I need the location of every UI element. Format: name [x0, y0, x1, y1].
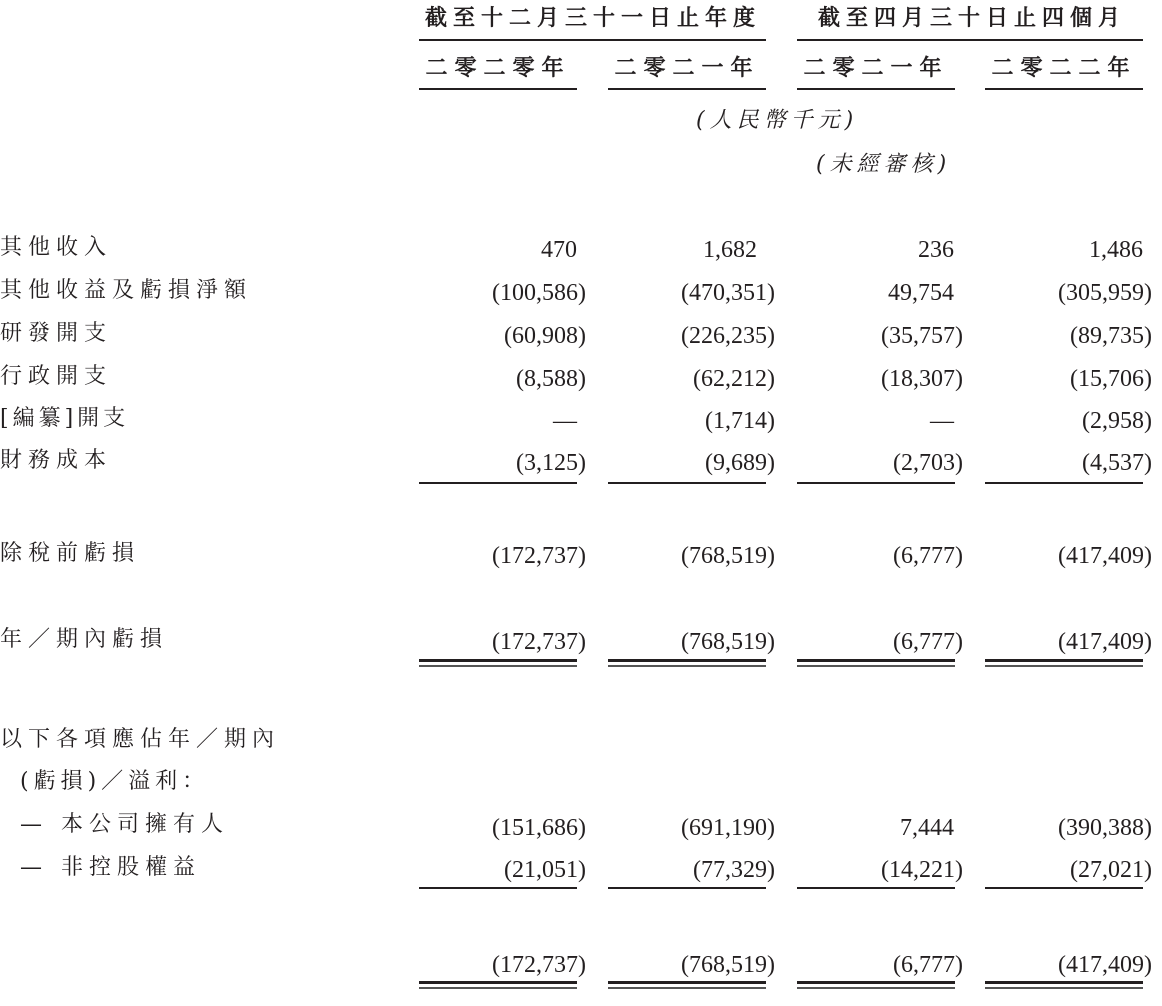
row-label-owners-of-company: — 本公司擁有人	[20, 812, 229, 837]
cell-value: 1,486	[1089, 237, 1143, 263]
total-double-underline	[797, 987, 955, 989]
year-header-2020: 二零二零年	[425, 56, 571, 81]
attributable-subheading: (虧損)／溢利：	[20, 769, 210, 794]
currency-unit-note: (人民幣千元)	[696, 108, 859, 133]
row-label-other-gains-losses: 其他收益及虧損淨額	[0, 278, 253, 303]
cell-value: (768,519)	[681, 629, 775, 655]
row-label-finance-costs: 財務成本	[0, 448, 113, 473]
cell-value: (89,735)	[1070, 323, 1152, 349]
subtotal-underline	[608, 887, 766, 889]
cell-value: 236	[918, 237, 954, 263]
cell-value: 1,682	[703, 237, 757, 263]
total-value: (417,409)	[1058, 952, 1152, 978]
cell-value: (15,706)	[1070, 366, 1152, 392]
subtotal-underline	[985, 887, 1143, 889]
cell-value: (151,686)	[492, 815, 586, 841]
row-label-rnd-expenses: 研發開支	[0, 321, 113, 346]
total-double-underline	[608, 665, 766, 667]
cell-value: (172,737)	[492, 543, 586, 569]
cell-value: (1,714)	[705, 408, 775, 434]
cell-value: (9,689)	[705, 450, 775, 476]
cell-value: (691,190)	[681, 815, 775, 841]
year-header-underline	[608, 88, 766, 90]
subtotal-underline	[985, 482, 1143, 484]
cell-value: (417,409)	[1058, 629, 1152, 655]
row-label-loss-for-period: 年／期內虧損	[0, 627, 169, 652]
cell-value: (768,519)	[681, 543, 775, 569]
total-double-underline	[985, 659, 1143, 662]
subtotal-underline	[797, 482, 955, 484]
row-label-loss-before-tax: 除稅前虧損	[0, 541, 141, 566]
total-double-underline	[797, 981, 955, 984]
row-label-non-controlling-interests: — 非控股權益	[20, 855, 201, 880]
subtotal-underline	[797, 887, 955, 889]
cell-value: (470,351)	[681, 280, 775, 306]
cell-value: (21,051)	[504, 857, 586, 883]
row-label-redacted-expenses: [編纂]開支	[0, 406, 130, 431]
cell-value: (8,588)	[516, 366, 586, 392]
total-double-underline	[985, 981, 1143, 984]
row-label-other-income: 其他收入	[0, 235, 113, 260]
total-double-underline	[419, 987, 577, 989]
cell-value: (35,757)	[881, 323, 963, 349]
cell-value: (390,388)	[1058, 815, 1152, 841]
cell-value: (226,235)	[681, 323, 775, 349]
total-value: (172,737)	[492, 952, 586, 978]
cell-value: (60,908)	[504, 323, 586, 349]
total-double-underline	[797, 659, 955, 662]
total-double-underline	[608, 987, 766, 989]
group-header-year-ended-dec31: 截至十二月三十一日止年度	[424, 6, 761, 31]
total-double-underline	[419, 665, 577, 667]
subtotal-underline	[419, 887, 577, 889]
cell-value: (6,777)	[893, 629, 963, 655]
year-header-underline	[985, 88, 1143, 90]
cell-value: (305,959)	[1058, 280, 1152, 306]
total-double-underline	[985, 987, 1143, 989]
year-header-underline	[797, 88, 955, 90]
year-header-2021-4m: 二零二一年	[803, 56, 949, 81]
cell-value: 7,444	[900, 815, 954, 841]
total-double-underline	[985, 665, 1143, 667]
cell-value: (14,221)	[881, 857, 963, 883]
total-double-underline	[797, 665, 955, 667]
year-header-underline	[419, 88, 577, 90]
cell-value: (6,777)	[893, 543, 963, 569]
cell-value: —	[930, 408, 954, 434]
total-double-underline	[419, 659, 577, 662]
year-header-2021: 二零二一年	[614, 56, 760, 81]
total-double-underline	[608, 659, 766, 662]
attributable-heading: 以下各項應佔年／期內	[0, 727, 281, 752]
cell-value: (3,125)	[516, 450, 586, 476]
cell-value: —	[553, 408, 577, 434]
cell-value: (77,329)	[693, 857, 775, 883]
group-header-underline	[797, 39, 1143, 41]
cell-value: (100,586)	[492, 280, 586, 306]
group-header-four-months-apr30: 截至四月三十日止四個月	[817, 6, 1126, 31]
total-value: (6,777)	[893, 952, 963, 978]
cell-value: (18,307)	[881, 366, 963, 392]
subtotal-underline	[419, 482, 577, 484]
cell-value: (2,958)	[1082, 408, 1152, 434]
total-double-underline	[419, 981, 577, 984]
group-header-underline	[419, 39, 766, 41]
row-label-admin-expenses: 行政開支	[0, 364, 113, 389]
cell-value: 470	[541, 237, 577, 263]
cell-value: (27,021)	[1070, 857, 1152, 883]
cell-value: (4,537)	[1082, 450, 1152, 476]
year-header-2022-4m: 二零二二年	[991, 56, 1137, 81]
total-double-underline	[608, 981, 766, 984]
unaudited-note: (未經審核)	[816, 152, 952, 177]
cell-value: (417,409)	[1058, 543, 1152, 569]
cell-value: (62,212)	[693, 366, 775, 392]
total-value: (768,519)	[681, 952, 775, 978]
cell-value: (2,703)	[893, 450, 963, 476]
cell-value: 49,754	[888, 280, 954, 306]
subtotal-underline	[608, 482, 766, 484]
cell-value: (172,737)	[492, 629, 586, 655]
